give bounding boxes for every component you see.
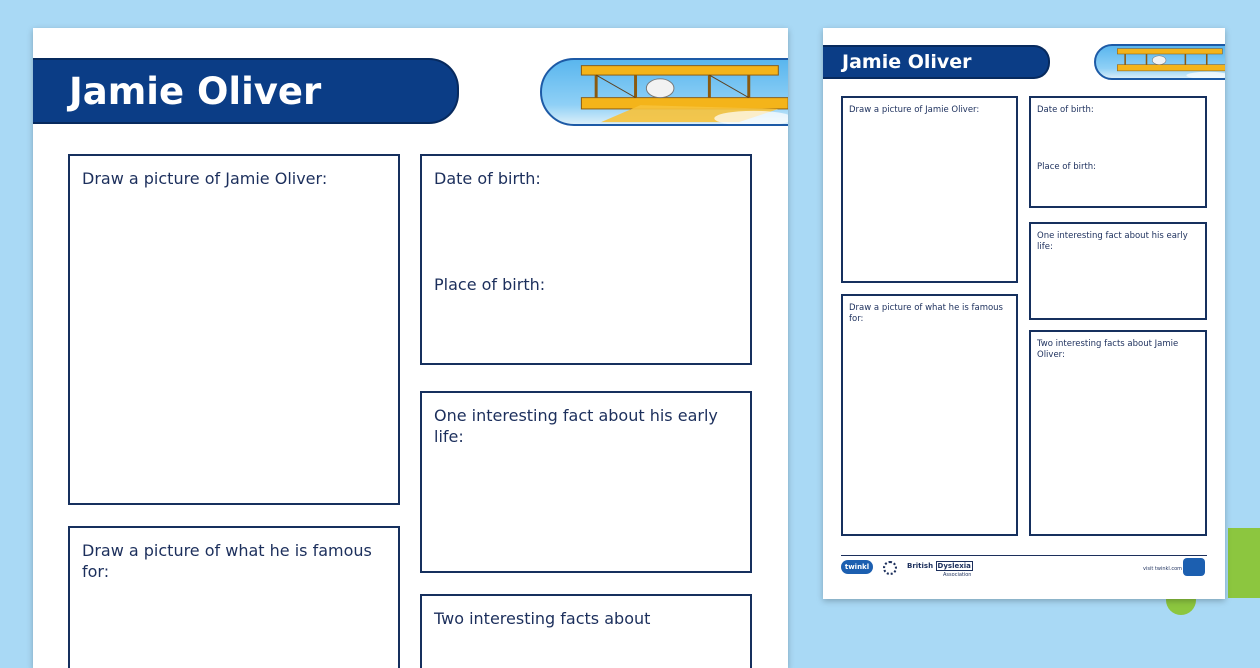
place-of-birth-label: Place of birth: (1037, 162, 1097, 172)
biplane-banner-icon (540, 58, 788, 126)
early-life-fact-label: One interesting fact about his early life: (434, 406, 718, 446)
partner-name (907, 562, 973, 570)
partner-name-british: British (907, 562, 934, 570)
famous-for-label: Draw a picture of what he is famous for: (849, 303, 1003, 325)
date-of-birth-label: Date of birth: (434, 169, 541, 188)
two-facts-box[interactable] (1029, 330, 1207, 536)
worksheet-large (33, 28, 788, 668)
early-life-fact-label: One interesting fact about his early life: (1037, 231, 1188, 253)
two-facts-label: Two interesting facts about Jamie Oliver: (1037, 339, 1179, 361)
worksheet-title: Jamie Oliver (33, 58, 459, 124)
place-of-birth-label: Place of birth: (434, 275, 546, 294)
twinkl-badge-icon (1183, 558, 1205, 576)
birth-details-box[interactable] (1029, 96, 1207, 208)
famous-for-box[interactable] (68, 526, 400, 668)
worksheet-small (823, 28, 1225, 599)
draw-picture-label: Draw a picture of Jamie Oliver: (82, 169, 328, 188)
green-side-tab (1228, 528, 1260, 598)
date-of-birth-label: Date of birth: (1037, 105, 1094, 115)
early-life-fact-box[interactable] (420, 391, 752, 573)
dyslexia-association-logo-icon (883, 561, 897, 575)
birth-details-box[interactable] (420, 154, 752, 365)
famous-for-box[interactable] (841, 294, 1018, 536)
footer-url[interactable]: visit twinkl.com (1143, 566, 1183, 572)
biplane-banner-icon (1094, 44, 1225, 80)
draw-picture-box[interactable] (68, 154, 400, 505)
two-facts-label: Two interesting facts about (434, 609, 651, 628)
footer-divider (841, 555, 1207, 556)
partner-name-dyslexia: Dyslexia (937, 562, 971, 570)
famous-for-label: Draw a picture of what he is famous for: (82, 541, 372, 581)
draw-picture-label: Draw a picture of Jamie Oliver: (849, 105, 980, 115)
worksheet-title: Jamie Oliver (823, 45, 1050, 79)
early-life-fact-box[interactable] (1029, 222, 1207, 320)
partner-subtitle: Association (943, 572, 972, 578)
draw-picture-box[interactable] (841, 96, 1018, 283)
twinkl-logo: twinkl (841, 560, 873, 574)
two-facts-box[interactable] (420, 594, 752, 668)
